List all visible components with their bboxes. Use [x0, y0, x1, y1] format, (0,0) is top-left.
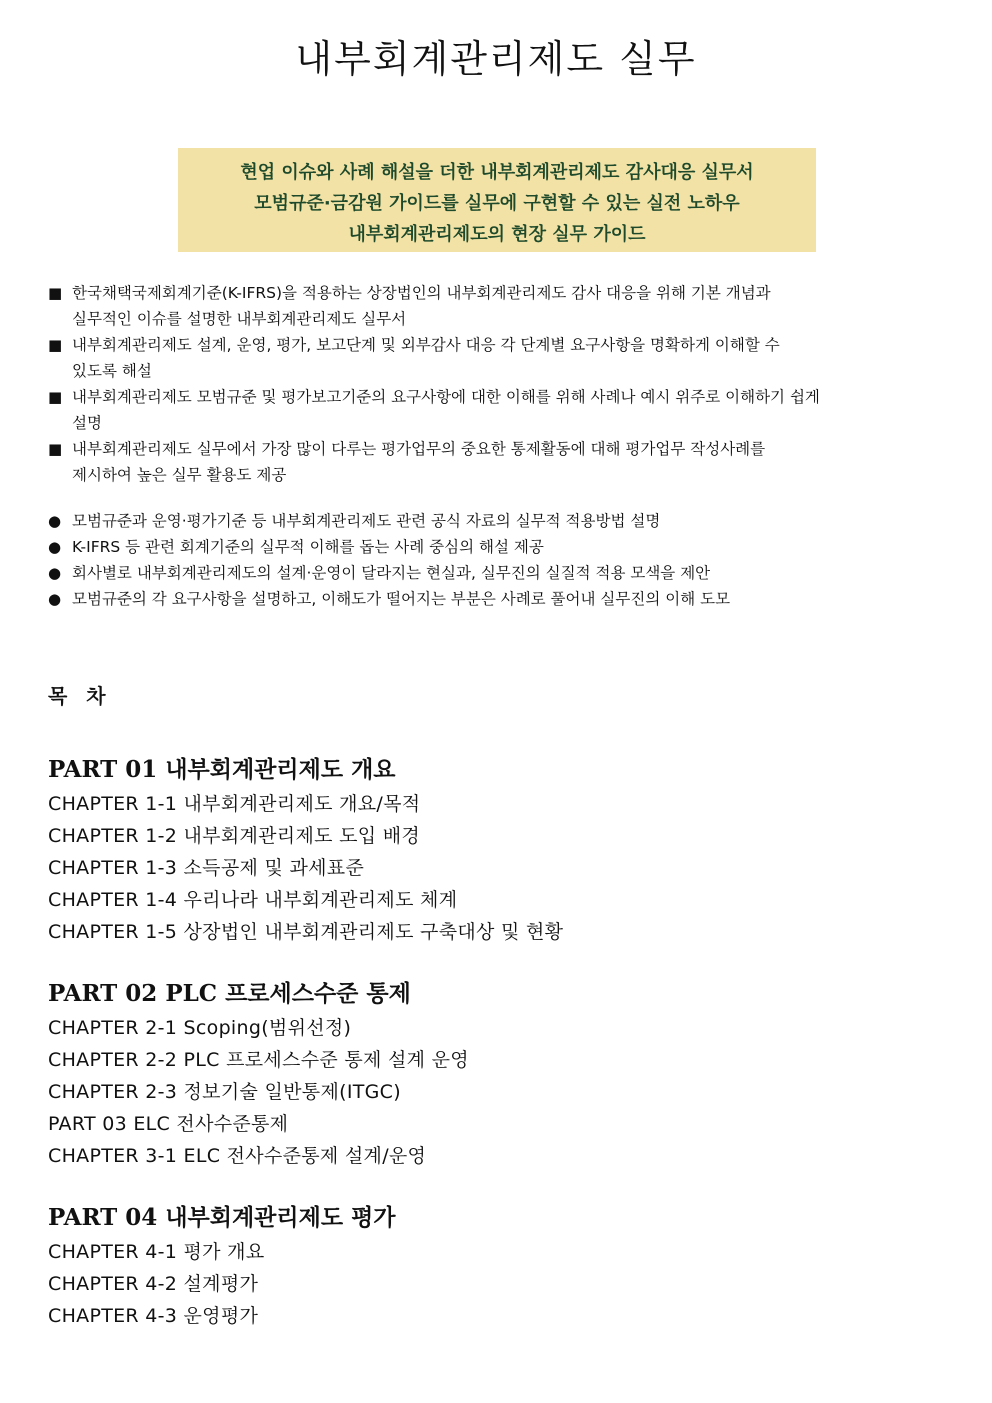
banner-line: 모범규준·금감원 가이드를 실무에 구현할 수 있는 실전 노하우: [254, 193, 740, 214]
chapter-item: CHAPTER 1-3 소득공제 및 과세표준: [48, 857, 365, 879]
table-of-contents: [48, 752, 948, 1360]
feature-text: K-IFRS 등 관련 회계기준의 실무적 이해를 돕는 사례 중심의 해설 제공: [72, 538, 544, 556]
square-bullet-icon: ■: [48, 284, 63, 302]
feature-text: 모범규준과 운영·평가기준 등 내부회계관리제도 관련 공식 자료의 실무적 적용방법 설명: [72, 512, 661, 530]
feature-text: 내부회계관리제도 실무에서 가장 많이 다루는 평가업무의 중요한 통제활동에 대해 평가업무 작성사례를 제시하여 높은 실무 활용도 제공: [72, 440, 766, 484]
part-title: PART 04 내부회계관리제도 평가: [48, 1204, 396, 1231]
feature-item: [48, 534, 953, 560]
chapter-item: CHAPTER 4-2 설계평가: [48, 1273, 259, 1295]
feature-text: 회사별로 내부회계관리제도의 설계·운영이 달라지는 현실과, 실무진의 실질적 적용 모색을 제안: [72, 564, 711, 582]
circle-bullet-icon: ●: [48, 564, 62, 582]
feature-text: 내부회계관리제도 설계, 운영, 평가, 보고단계 및 외부감사 대응 각 단계별 요구사항을 명확하게 이해할 수 있도록 해설: [72, 336, 780, 380]
circle-bullet-icon: ●: [48, 512, 62, 530]
feature-list: [48, 280, 953, 612]
chapter-item: CHAPTER 2-1 Scoping(범위선정): [48, 1017, 352, 1039]
part-title: PART 02 PLC 프로세스수준 통제: [48, 980, 411, 1007]
circle-bullet-icon: ●: [48, 538, 62, 556]
square-bullet-icon: ■: [48, 336, 63, 354]
chapter-item: CHAPTER 3-1 ELC 전사수준통제 설계/운영: [48, 1145, 427, 1167]
chapter-item: CHAPTER 1-1 내부회계관리제도 개요/목적: [48, 793, 421, 815]
banner-line: 내부회계관리제도의 현장 실무 가이드: [348, 224, 646, 245]
feature-item: [48, 384, 953, 436]
promo-banner: [178, 148, 816, 252]
chapter-item: CHAPTER 1-2 내부회계관리제도 도입 배경: [48, 825, 421, 847]
circle-bullet-icon: ●: [48, 590, 62, 608]
feature-text: 내부회계관리제도 모범규준 및 평가보고기준의 요구사항에 대한 이해를 위해 사례나 예시 위주로 이해하기 쉽게 설명: [72, 388, 820, 432]
feature-item: [48, 436, 953, 488]
toc-part: [48, 976, 948, 1172]
square-feature-list: [48, 280, 953, 488]
toc-part: [48, 752, 948, 948]
chapter-item: CHAPTER 4-3 운영평가: [48, 1305, 259, 1327]
feature-text: 모범규준의 각 요구사항을 설명하고, 이해도가 떨어지는 부분은 사례로 풀어내 실무진의 이해 도모: [72, 590, 731, 608]
square-bullet-icon: ■: [48, 388, 63, 406]
chapter-item: CHAPTER 4-1 평가 개요: [48, 1241, 265, 1263]
part-title: PART 01 내부회계관리제도 개요: [48, 756, 396, 783]
chapter-item: CHAPTER 1-4 우리나라 내부회계관리제도 체계: [48, 889, 458, 911]
chapter-item: CHAPTER 1-5 상장법인 내부회계관리제도 구축대상 및 현황: [48, 921, 564, 943]
toc-part: [48, 1200, 948, 1332]
square-bullet-icon: ■: [48, 440, 63, 458]
chapter-item: CHAPTER 2-3 정보기술 일반통제(ITGC): [48, 1081, 401, 1103]
feature-item: [48, 560, 953, 586]
feature-text: 한국채택국제회계기준(K-IFRS)을 적용하는 상장법인의 내부회계관리제도 감사 대응을 위해 기본 개념과 실무적인 이슈를 설명한 내부회계관리제도 실무서: [72, 284, 771, 328]
feature-item: [48, 280, 953, 332]
feature-item: [48, 332, 953, 384]
toc-heading: 목 차: [48, 684, 112, 708]
page-title: 내부회계관리제도 실무: [295, 37, 697, 81]
feature-item: [48, 508, 953, 534]
circle-feature-list: [48, 508, 953, 612]
chapter-item: CHAPTER 2-2 PLC 프로세스수준 통제 설계 운영: [48, 1049, 469, 1071]
feature-item: [48, 586, 953, 612]
banner-line: 현업 이슈와 사례 해설을 더한 내부회계관리제도 감사대응 실무서: [240, 162, 754, 183]
chapter-item: PART 03 ELC 전사수준통제: [48, 1113, 289, 1135]
